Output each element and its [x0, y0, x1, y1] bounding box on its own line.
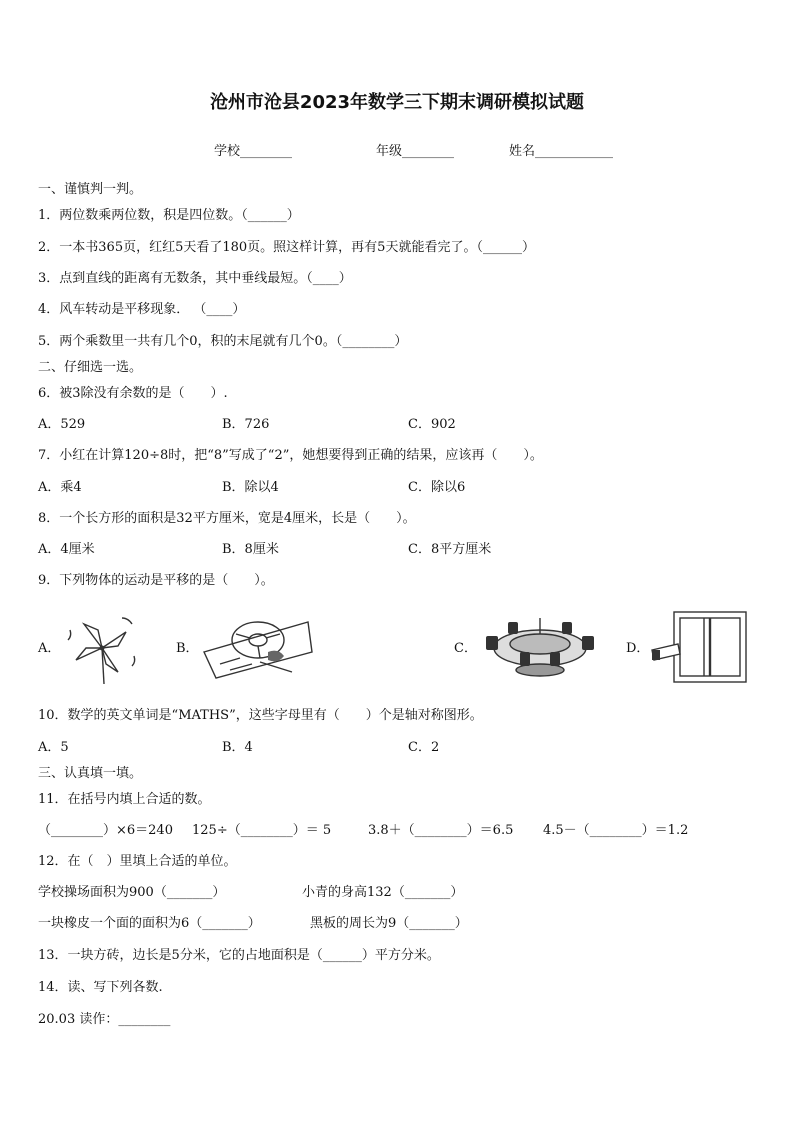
q12-item-d: 黑板的周长为9（_______）	[310, 916, 468, 931]
question-14: 14．读、写下列各数.	[38, 980, 163, 995]
q11-equation-2: 125÷（________）＝ 5	[192, 823, 332, 838]
question-2: 2．一本书365页，红红5天看了180页。照这样计算，再有5天就能看完了。（______）	[38, 240, 535, 255]
q6-option-b: B．726	[222, 417, 270, 432]
q12-item-b: 小青的身高132（_______）	[302, 885, 464, 900]
question-13: 13．一块方砖，边长是5分米，它的占地面积是（______）平方分米。	[38, 948, 440, 963]
section-3-heading: 三、认真填一填。	[38, 766, 143, 781]
question-5: 5．两个乘数里一共有几个0，积的末尾就有几个0。（________）	[38, 334, 408, 349]
q10-option-b: B．4	[222, 740, 253, 755]
q9-option-b: B．	[176, 641, 199, 656]
q6-option-a: A．529	[38, 417, 86, 432]
section-1-heading: 一、谨慎判一判。	[38, 182, 143, 197]
question-3: 3．点到直线的距离有无数条，其中垂线最短。（____）	[38, 271, 352, 286]
q9-option-d: D．	[626, 641, 650, 656]
q11-equation-4: 4.5－（________）＝1.2	[543, 823, 689, 838]
section-2-heading: 二、仔细选一选。	[38, 360, 143, 375]
steering-wheel-picture	[200, 612, 316, 684]
sliding-window-picture	[648, 606, 752, 688]
question-8: 8．一个长方形的面积是32平方厘米，宽是4厘米，长是（ ）。	[38, 511, 416, 526]
q7-option-a: A．乘4	[38, 480, 82, 495]
q7-option-b: B．除以4	[222, 480, 279, 495]
question-1: 1．两位数乘两位数，积是四位数。（______）	[38, 208, 300, 223]
q11-equation-3: 3.8＋（________）＝6.5	[368, 823, 514, 838]
question-6: 6．被3除没有余数的是（ ）.	[38, 386, 228, 401]
q8-option-b: B．8厘米	[222, 542, 279, 557]
page-title: 沧州市沧县2023年数学三下期末调研模拟试题	[209, 92, 585, 113]
question-7: 7．小红在计算120÷8时，把“8”写成了“2”，她想要得到正确的结果，应该再（ ）。	[38, 448, 543, 463]
q9-option-c: C．	[454, 641, 477, 656]
question-11: 11．在括号内填上合适的数。	[38, 792, 211, 807]
q12-item-a: 学校操场面积为900（_______）	[38, 885, 226, 900]
q7-option-c: C．除以6	[408, 480, 466, 495]
q9-option-a: A．	[38, 641, 61, 656]
question-12: 12．在（ ）里填上合适的单位。	[38, 854, 237, 869]
question-9: 9．下列物体的运动是平移的是（ ）。	[38, 573, 274, 588]
q6-option-c: C．902	[408, 417, 456, 432]
q14-item: 20.03 读作：________	[38, 1012, 171, 1027]
name-field: 姓名____________	[509, 144, 614, 159]
school-field: 学校________	[214, 144, 293, 159]
windmill-picture	[62, 610, 144, 686]
q8-option-c: C．8平方厘米	[408, 542, 492, 557]
question-10: 10．数学的英文单词是“MATHS”，这些字母里有（ ）个是轴对称图形。	[38, 708, 483, 723]
q10-option-c: C．2	[408, 740, 440, 755]
grade-field: 年级________	[376, 144, 455, 159]
q10-option-a: A．5	[38, 740, 69, 755]
question-4: 4．风车转动是平移现象． （____）	[38, 302, 246, 317]
q11-equation-1: （________）×6＝240	[38, 823, 173, 838]
q12-item-c: 一块橡皮一个面的面积为6（_______）	[38, 916, 261, 931]
carousel-picture	[478, 610, 604, 686]
q8-option-a: A．4厘米	[38, 542, 95, 557]
